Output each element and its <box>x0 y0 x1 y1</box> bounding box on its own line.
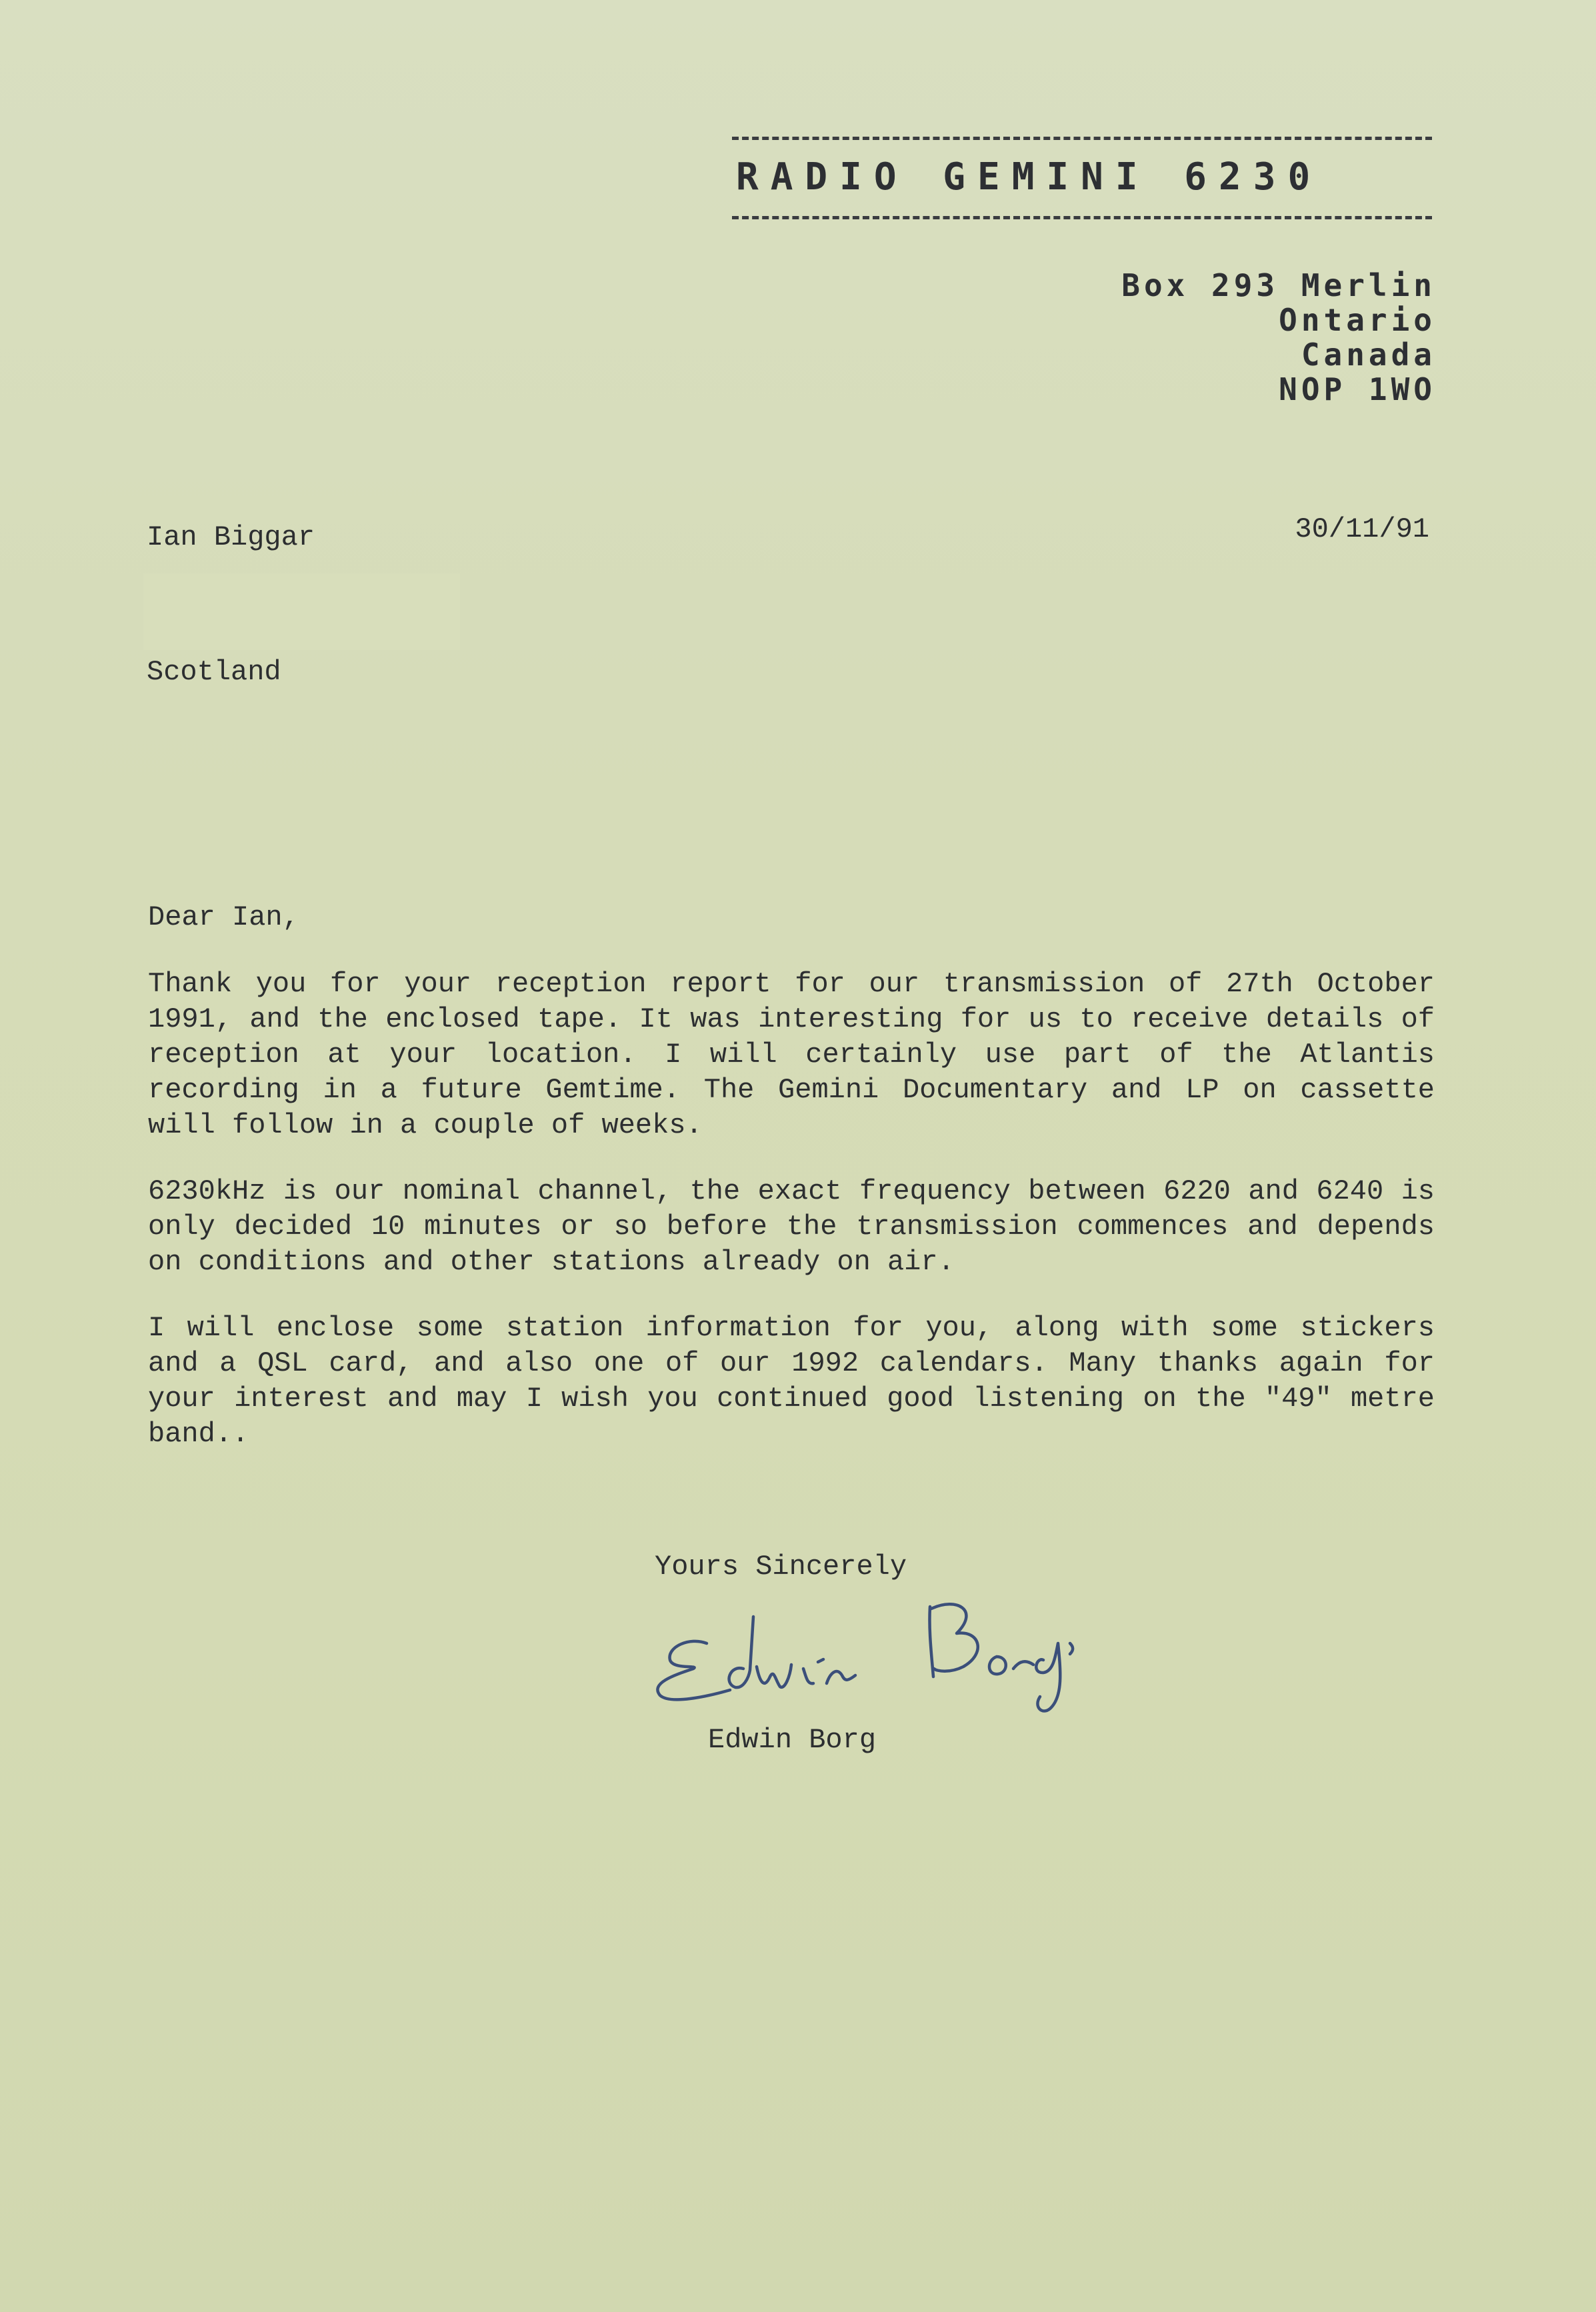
letterhead <box>732 137 1439 219</box>
closing: Yours Sincerely <box>655 1551 907 1583</box>
address-line: Canada <box>1301 337 1436 373</box>
recipient-name: Ian Biggar <box>147 521 315 553</box>
letterhead-top-rule <box>732 137 1432 140</box>
signer-name: Edwin Borg <box>708 1724 877 1756</box>
body-paragraph: Thank you for your reception report for our transmission of 27th October 1991, and the enclosed tape. It was interesting for us to receive details of reception at your location. I will certainly use part of the Atlantis recording in a future Gemtime. The Gemini Documentary and LP on cassette will follow in a couple of weeks. <box>148 968 1435 1141</box>
letter-body <box>148 967 1435 1483</box>
body-paragraph: I will enclose some station information for you, along with some stickers and a QSL card, and also one of our 1992 calendars. Many thanks again for your interest and may I wish you continued good listening on the "49" metre band.. <box>148 1312 1435 1450</box>
recipient-country: Scotland <box>147 656 281 688</box>
address-line: NOP 1WO <box>1279 371 1436 407</box>
salutation: Dear Ian, <box>148 901 299 933</box>
handwritten-signature <box>643 1590 1097 1717</box>
letter-date: 30/11/91 <box>1295 513 1429 545</box>
station-name: RADIO GEMINI 6230 <box>736 155 1323 199</box>
address-line: Ontario <box>1279 302 1436 338</box>
address-line: Box 293 Merlin <box>1121 267 1436 303</box>
sender-address <box>1121 268 1436 407</box>
redacted-address-block <box>143 573 460 650</box>
letterhead-bottom-rule <box>732 216 1432 219</box>
body-paragraph: 6230kHz is our nominal channel, the exact frequency between 6220 and 6240 is only decided 10 minutes or so before the transmission commences and depends on conditions and other stations already on air. <box>148 1175 1435 1278</box>
